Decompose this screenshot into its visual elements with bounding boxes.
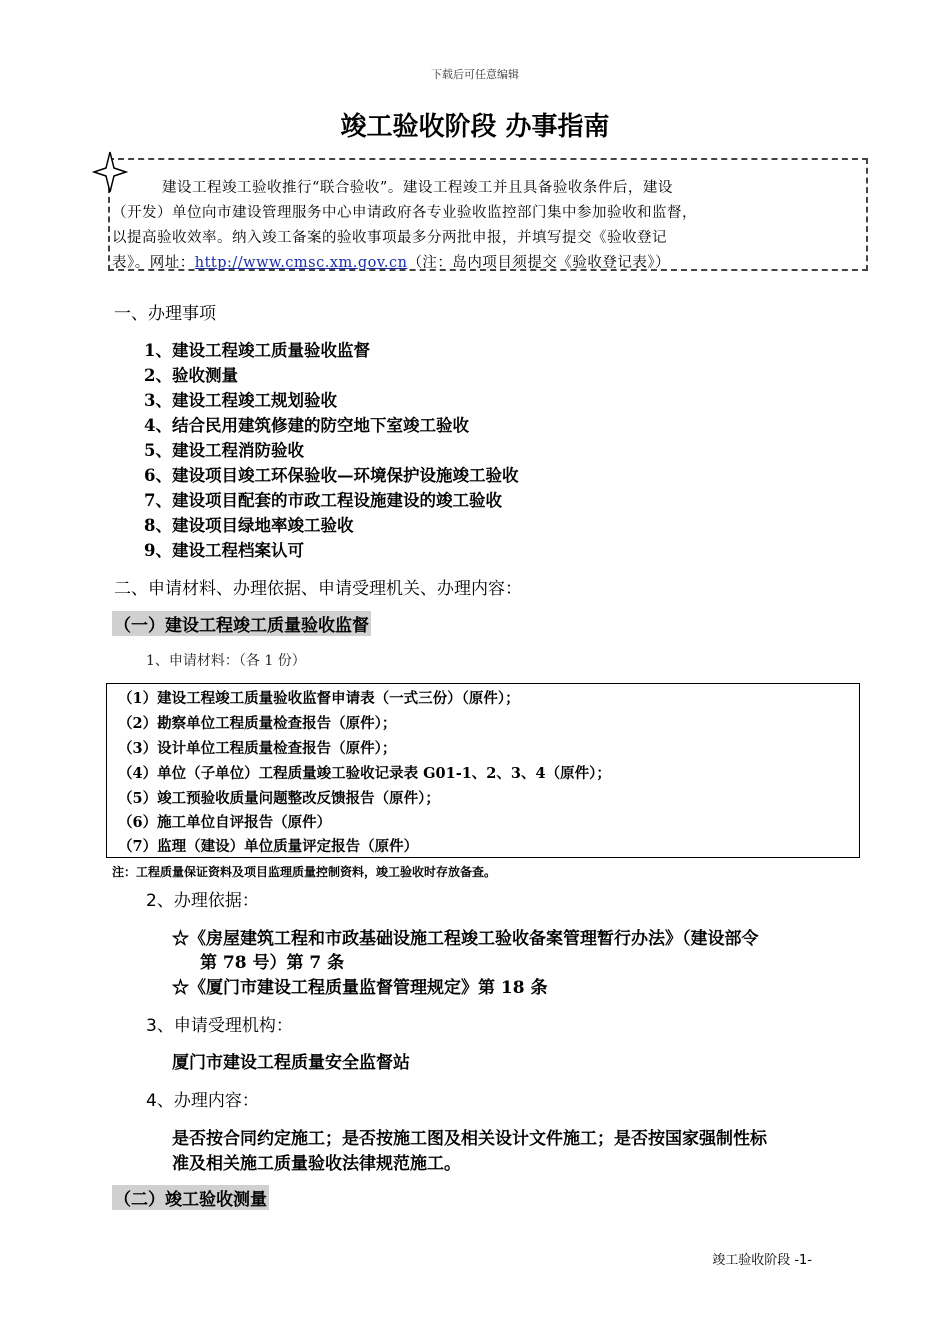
materials-note: 注：工程质量保证资料及项目监理质量控制资料，竣工验收时存放备查。 bbox=[112, 865, 497, 879]
material-item: （2）勘察单位工程质量检查报告（原件）； bbox=[118, 715, 397, 732]
list-item: 5、建设工程消防验收 bbox=[144, 441, 304, 460]
list-item: 2、验收测量 bbox=[144, 366, 238, 385]
material-item: （3）设计单位工程质量检查报告（原件）； bbox=[118, 740, 397, 757]
list-item: 6、建设项目竣工环保验收—环境保护设施竣工验收 bbox=[144, 466, 519, 485]
page-footer: 竣工验收阶段 -1- bbox=[712, 1253, 812, 1268]
subsection1-title: （一）建设工程竣工质量验收监督 bbox=[112, 611, 371, 636]
intro-line-1: 建设工程竣工验收推行“联合验收”。建设工程竣工并且具备验收条件后，建设 bbox=[162, 180, 673, 196]
page-title: 竣工验收阶段 办事指南 bbox=[340, 112, 610, 142]
list-item: 8、建设项目绿地率竣工验收 bbox=[144, 516, 354, 535]
intro-line-4-suffix: （注：岛内项目须提交《验收登记表》） bbox=[407, 255, 671, 271]
list-item: 7、建设项目配套的市政工程设施建设的竣工验收 bbox=[144, 491, 502, 510]
intro-line-4 bbox=[112, 251, 670, 272]
material-item: （7）监理（建设）单位质量评定报告（原件） bbox=[118, 838, 419, 855]
material-item: （6）施工单位自评报告（原件） bbox=[118, 814, 332, 831]
materials-label: 1、申请材料：（各 1 份） bbox=[146, 653, 306, 669]
header-note: 下载后可任意编辑 bbox=[431, 68, 519, 81]
agency-label: 3、申请受理机构： bbox=[146, 1016, 293, 1036]
website-link[interactable]: http://www.cmsc.xm.gov.cn bbox=[194, 255, 408, 271]
star-icon bbox=[92, 150, 128, 194]
list-item: 3、建设工程竣工规划验收 bbox=[144, 391, 337, 410]
intro-line-4-prefix: 表》。网址： bbox=[112, 255, 195, 271]
content-label: 4、办理内容： bbox=[146, 1091, 259, 1111]
section1-heading: 一、办理事项 bbox=[114, 304, 216, 324]
material-item: （1）建设工程竣工质量验收监督申请表（一式三份）（原件）； bbox=[118, 690, 520, 707]
content-line-2: 准及相关施工质量验收法律规范施工。 bbox=[172, 1154, 461, 1174]
list-item: 9、建设工程档案认可 bbox=[144, 541, 304, 560]
material-item: （4）单位（子单位）工程质量竣工验收记录表 G01-1、2、3、4（原件）； bbox=[118, 765, 611, 782]
list-item: 1、建设工程竣工质量验收监督 bbox=[144, 341, 370, 360]
section2-heading: 二、申请材料、办理依据、申请受理机关、办理内容： bbox=[114, 579, 522, 599]
intro-line-2: （开发）单位向市建设管理服务中心申请政府各专业验收监控部门集中参加验收和监督， bbox=[112, 205, 697, 221]
basis-item-2: ☆《厦门市建设工程质量监督管理规定》第 18 条 bbox=[172, 978, 548, 998]
subsection2-title: （二）竣工验收测量 bbox=[112, 1185, 269, 1210]
list-item: 4、结合民用建筑修建的防空地下室竣工验收 bbox=[144, 416, 469, 435]
intro-line-3: 以提高验收效率。纳入竣工备案的验收事项最多分两批申报，并填写提交《验收登记 bbox=[112, 230, 667, 246]
material-item: （5）竣工预验收质量问题整改反馈报告（原件）； bbox=[118, 790, 440, 807]
basis-item-1: ☆《房屋建筑工程和市政基础设施工程竣工验收备案管理暂行办法》（建设部令 bbox=[172, 929, 759, 949]
basis-label: 2、办理依据： bbox=[146, 891, 259, 911]
agency-name: 厦门市建设工程质量安全监督站 bbox=[172, 1053, 410, 1073]
basis-item-1-cont: 第 78 号）第 7 条 bbox=[200, 953, 345, 973]
content-line-1: 是否按合同约定施工；是否按施工图及相关设计文件施工；是否按国家强制性标 bbox=[172, 1129, 767, 1149]
